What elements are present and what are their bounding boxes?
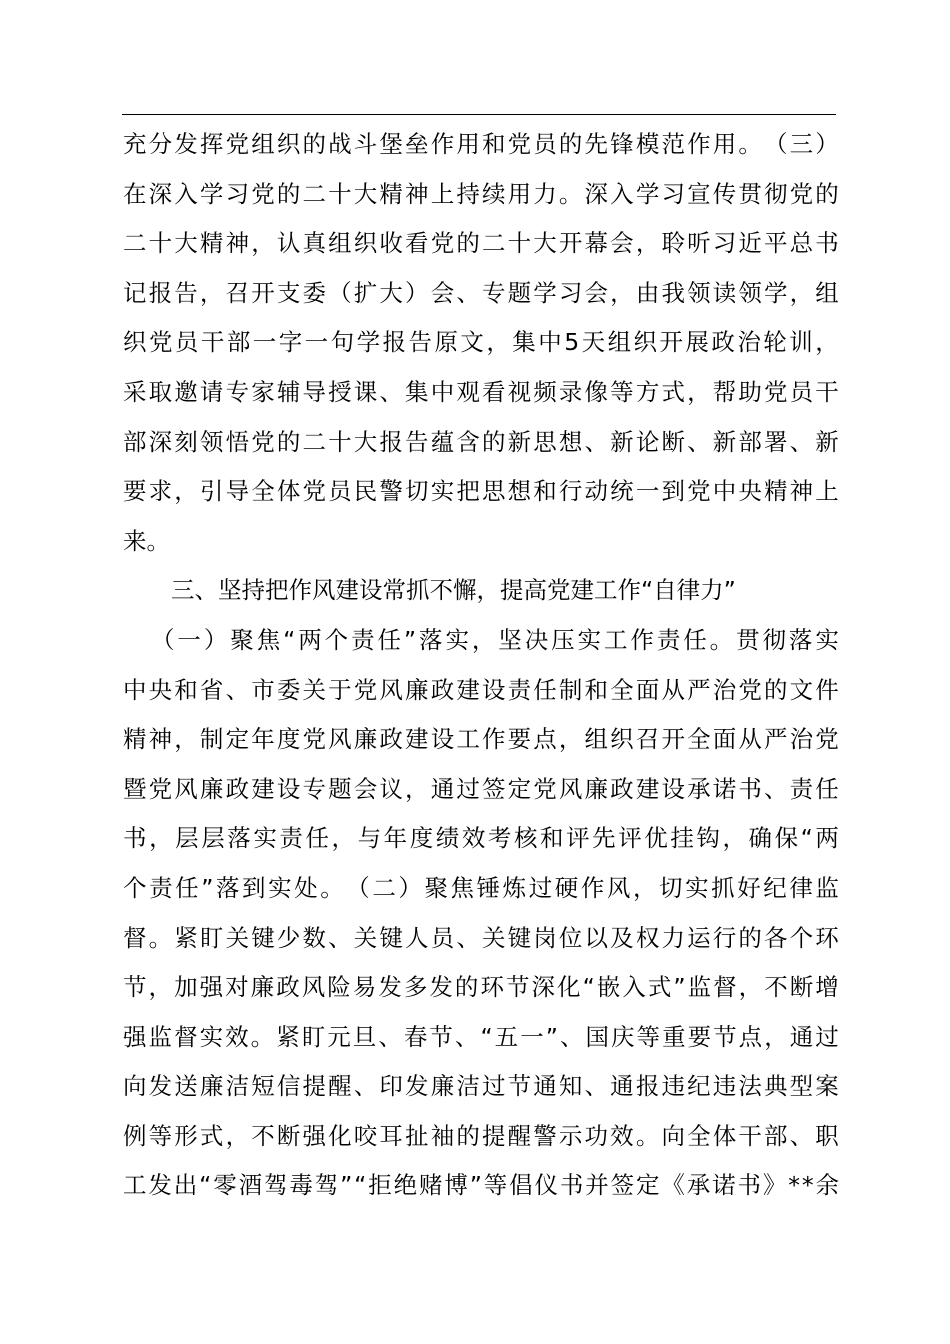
text-line: 二 十 大 精 神 ， 认 真 组 织 收 看 党 的 二 十 大 开 幕 会 ， 聆 听 习 近 平 总 书 <box>123 229 839 258</box>
text-line: 工 发 出 “ 零 酒 驾 毒 驾 ” “ 拒 绝 赌 博 ” 等 倡 仪 书 并 签 定 《 承 诺 书 》 * * 余 <box>123 1171 839 1200</box>
text-line: 督 。 紧 盯 关 键 少 数 、 关 键 人 员 、 关 键 岗 位 以 及 权 力 运 行 的 各 个 环 <box>123 923 839 952</box>
text-line: 向 发 送 廉 洁 短 信 提 醒 、 印 发 廉 洁 过 节 通 知 、 通 报 违 纪 违 法 典 型 案 <box>123 1072 839 1101</box>
text-line: 采 取 邀 请 专 家 辅 导 授 课 、 集 中 观 看 视 频 录 像 等 方 式 ， 帮 助 党 员 干 <box>123 377 839 406</box>
text-line: 精 神 ， 制 定 年 度 党 风 廉 政 建 设 工 作 要 点 ， 组 织 召 开 全 面 从 严 治 党 <box>123 725 839 754</box>
text-line: 来。 <box>123 526 170 555</box>
text-line: 在 深 入 学 习 党 的 二 十 大 精 神 上 持 续 用 力 。 深 入 学 习 宣 传 贯 彻 党 的 <box>123 179 839 208</box>
text-line: 例 等 形 式 ， 不 断 强 化 咬 耳 扯 袖 的 提 醒 警 示 功 效 。 向 全 体 干 部 、 职 <box>123 1121 839 1150</box>
paragraph-p2 <box>123 616 839 1211</box>
header-rule <box>122 114 836 115</box>
text-line: 部 深 刻 领 悟 党 的 二 十 大 报 告 蕴 含 的 新 思 想 、 新 论 断 、 新 部 署 、 新 <box>123 427 839 456</box>
text-line: 要 求 ， 引 导 全 体 党 员 民 警 切 实 把 思 想 和 行 动 统 一 到 党 中 央 精 神 上 <box>123 477 839 506</box>
text-line: 充 分 发 挥 党 组 织 的 战 斗 堡 垒 作 用 和 党 员 的 先 锋 模 范 作 用 。 （ 三 ） <box>123 130 839 158</box>
text-line: 个 责 任 ” 落 到 实 处 。 （ 二 ） 聚 焦 锤 炼 过 硬 作 风 ， 切 实 抓 好 纪 律 监 <box>123 873 839 902</box>
text-line: 记 报 告 ， 召 开 支 委 （ 扩 大 ） 会 、 专 题 学 习 会 ， 由 我 领 读 领 学 ， 组 <box>123 278 839 307</box>
text-line: 书 ， 层 层 落 实 责 任 ， 与 年 度 绩 效 考 核 和 评 先 评 优 挂 钩 ， 确 保 “ 两 <box>123 824 839 853</box>
text-line: 织 党 员 干 部 一 字 一 句 学 报 告 原 文 ， 集 中 5 天 组 织 开 展 政 治 轮 训 ， <box>123 328 839 357</box>
heading-line: 三、坚持把作风建设常抓不懈，提高党建工作“自律力” <box>171 576 736 605</box>
document-body <box>123 120 839 1211</box>
text-line: 中 央 和 省 、 市 委 关 于 党 风 廉 政 建 设 责 任 制 和 全 面 从 严 治 党 的 文 件 <box>123 675 839 704</box>
section-heading <box>123 566 839 616</box>
text-line: 节 ， 加 强 对 廉 政 风 险 易 发 多 发 的 环 节 深 化 “ 嵌 入 式 ” 监 督 ， 不 断 增 <box>123 973 839 1002</box>
text-line: 暨 党 风 廉 政 建 设 专 题 会 议 ， 通 过 签 定 党 风 廉 政 建 设 承 诺 书 、 责 任 <box>123 774 839 803</box>
paragraph-p1 <box>123 120 839 566</box>
text-line: （ 一 ） 聚 焦 “ 两 个 责 任 ” 落 实 ， 坚 决 压 实 工 作 责 任 。 贯 彻 落 实 <box>151 625 839 654</box>
text-line: 强 监 督 实 效 。 紧 盯 元 旦 、 春 节 、 “ 五 一 ” 、 国 庆 等 重 要 节 点 ， 通 过 <box>123 1022 839 1051</box>
